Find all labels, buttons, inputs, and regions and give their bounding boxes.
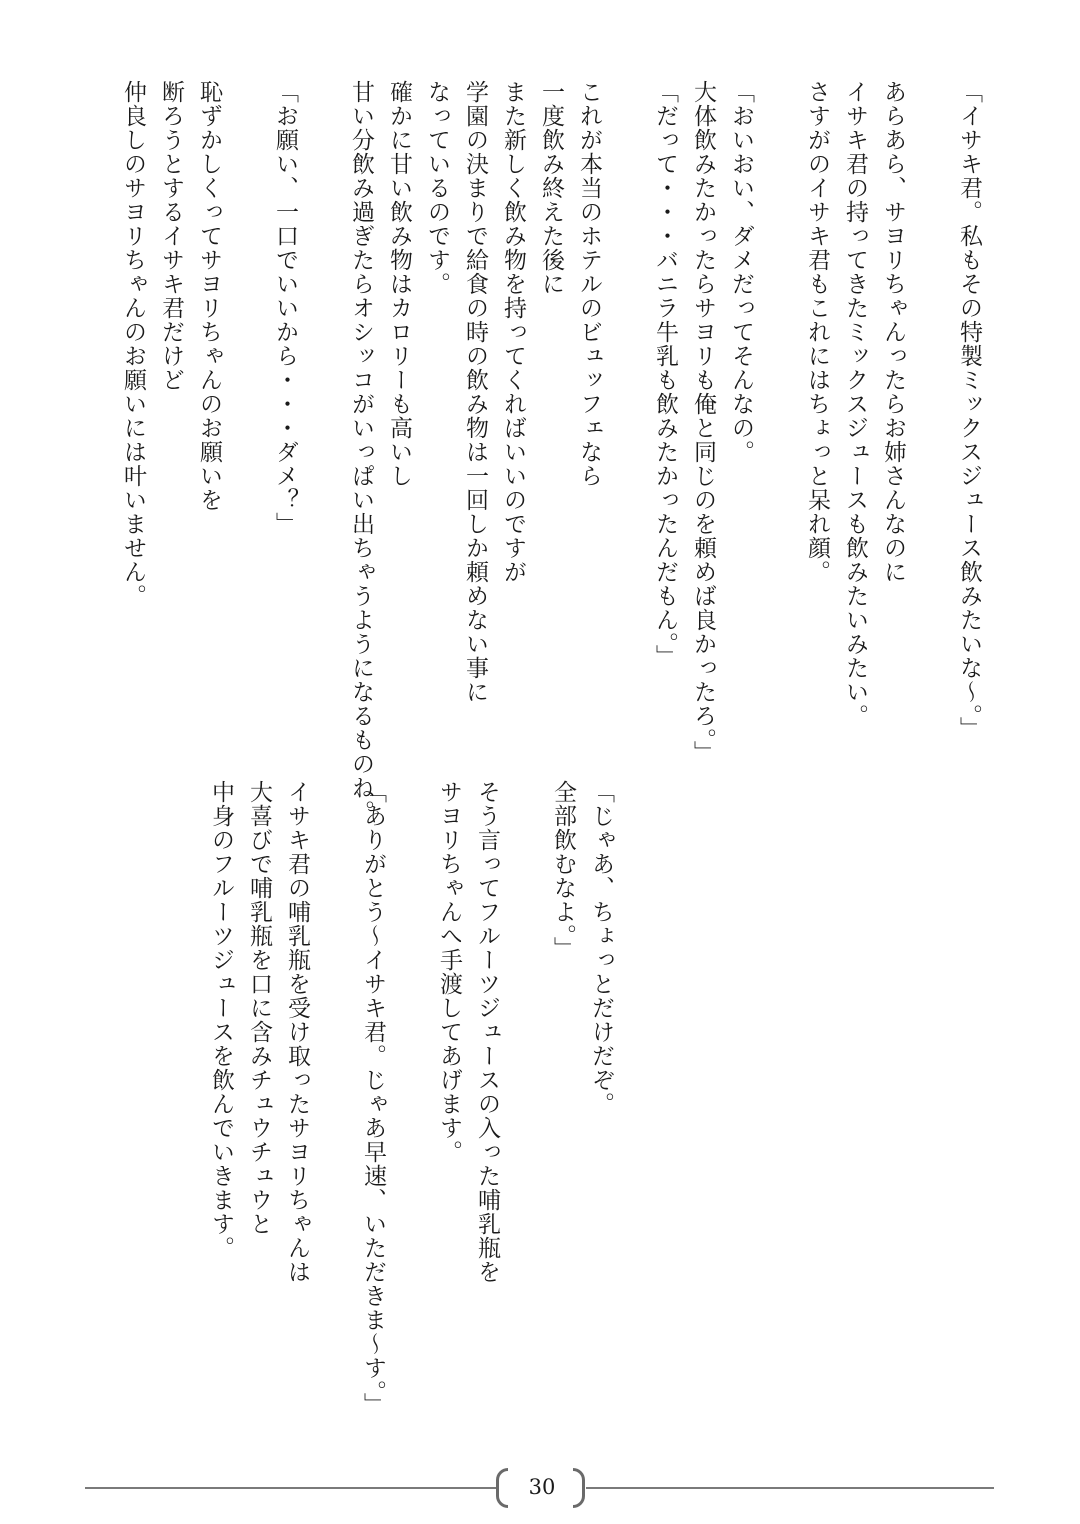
text-line: 「おいおい、ダメだってそんなの。 — [728, 80, 754, 464]
text-line: 大体飲みたかったらサヨリも俺と同じのを頼めば良かったろ。」 — [690, 80, 716, 765]
text-line: 確かに甘い飲み物はカロリーも高いし — [386, 80, 412, 488]
upper-text-block — [114, 80, 988, 824]
text-line: なっているのです。 — [424, 80, 450, 296]
blank-line — [608, 80, 646, 760]
blank-line — [506, 780, 544, 1420]
page-number: 30 — [528, 1475, 556, 1499]
footer-rule-right — [586, 1487, 994, 1489]
lower-text-block — [202, 780, 620, 1420]
text-line: サヨリちゃんへ手渡してあげます。 — [436, 780, 462, 1164]
text-line: さすがのイサキ君もこれにはちょっと呆れ顔。 — [804, 80, 830, 584]
text-line: イサキ君の持ってきたミックスジュースも飲みたいみたい。 — [842, 80, 868, 728]
text-line: そう言ってフルーツジュースの入った哺乳瓶を — [474, 780, 500, 1284]
text-line: あらあら、サヨリちゃんったらお姉さんなのに — [880, 80, 906, 584]
text-line: 「お願い、一口でいいから・・・ダメ？」 — [272, 80, 298, 536]
text-line: 大喜びで哺乳瓶を口に含みチュウチュウと — [246, 780, 272, 1236]
page-number-right-bracket — [573, 1468, 585, 1508]
text-line: 学園の決まりで給食の時の飲み物は一回しか頼めない事に — [462, 80, 488, 704]
footer-rule-left — [85, 1487, 497, 1489]
text-line: 仲良しのサヨリちゃんのお願いには叶いません。 — [120, 80, 146, 608]
text-line: 「だって・・・バニラ牛乳も飲みたかったんだもん。」 — [652, 80, 678, 669]
blank-line — [392, 780, 430, 1420]
blank-line — [316, 780, 354, 1420]
text-line: イサキ君の哺乳瓶を受け取ったサヨリちゃんは — [284, 780, 310, 1284]
text-line: これが本当のホテルのビュッフェなら — [576, 80, 602, 488]
text-line: 一度飲み終えた後に — [538, 80, 564, 296]
page-number-left-bracket — [496, 1468, 508, 1508]
blank-line — [304, 80, 342, 760]
text-line: 「じゃあ、ちょっとだけだぞ。 — [588, 780, 614, 1116]
text-line: 「イサキ君。私もその特製ミックスジュース飲みたいな～。」 — [956, 80, 982, 741]
blank-line — [760, 80, 798, 760]
text-line: 断ろうとするイサキ君だけど — [158, 80, 184, 392]
text-line: 中身のフルーツジュースを飲んでいきます。 — [208, 780, 234, 1260]
text-line: 甘い分飲み過ぎたらオシッコがいっぱい出ちゃうようになるものね。 — [348, 80, 374, 824]
blank-line — [912, 80, 950, 760]
text-line: また新しく飲み物を持ってくればいいのですが — [500, 80, 526, 584]
text-line: 恥ずかしくってサヨリちゃんのお願いを — [196, 80, 222, 512]
blank-line — [228, 80, 266, 760]
text-line: 全部飲むなよ。」 — [550, 780, 576, 961]
text-line: 「ありがとう～イサキ君。じゃあ早速、いただきま～す。」 — [360, 780, 386, 1417]
